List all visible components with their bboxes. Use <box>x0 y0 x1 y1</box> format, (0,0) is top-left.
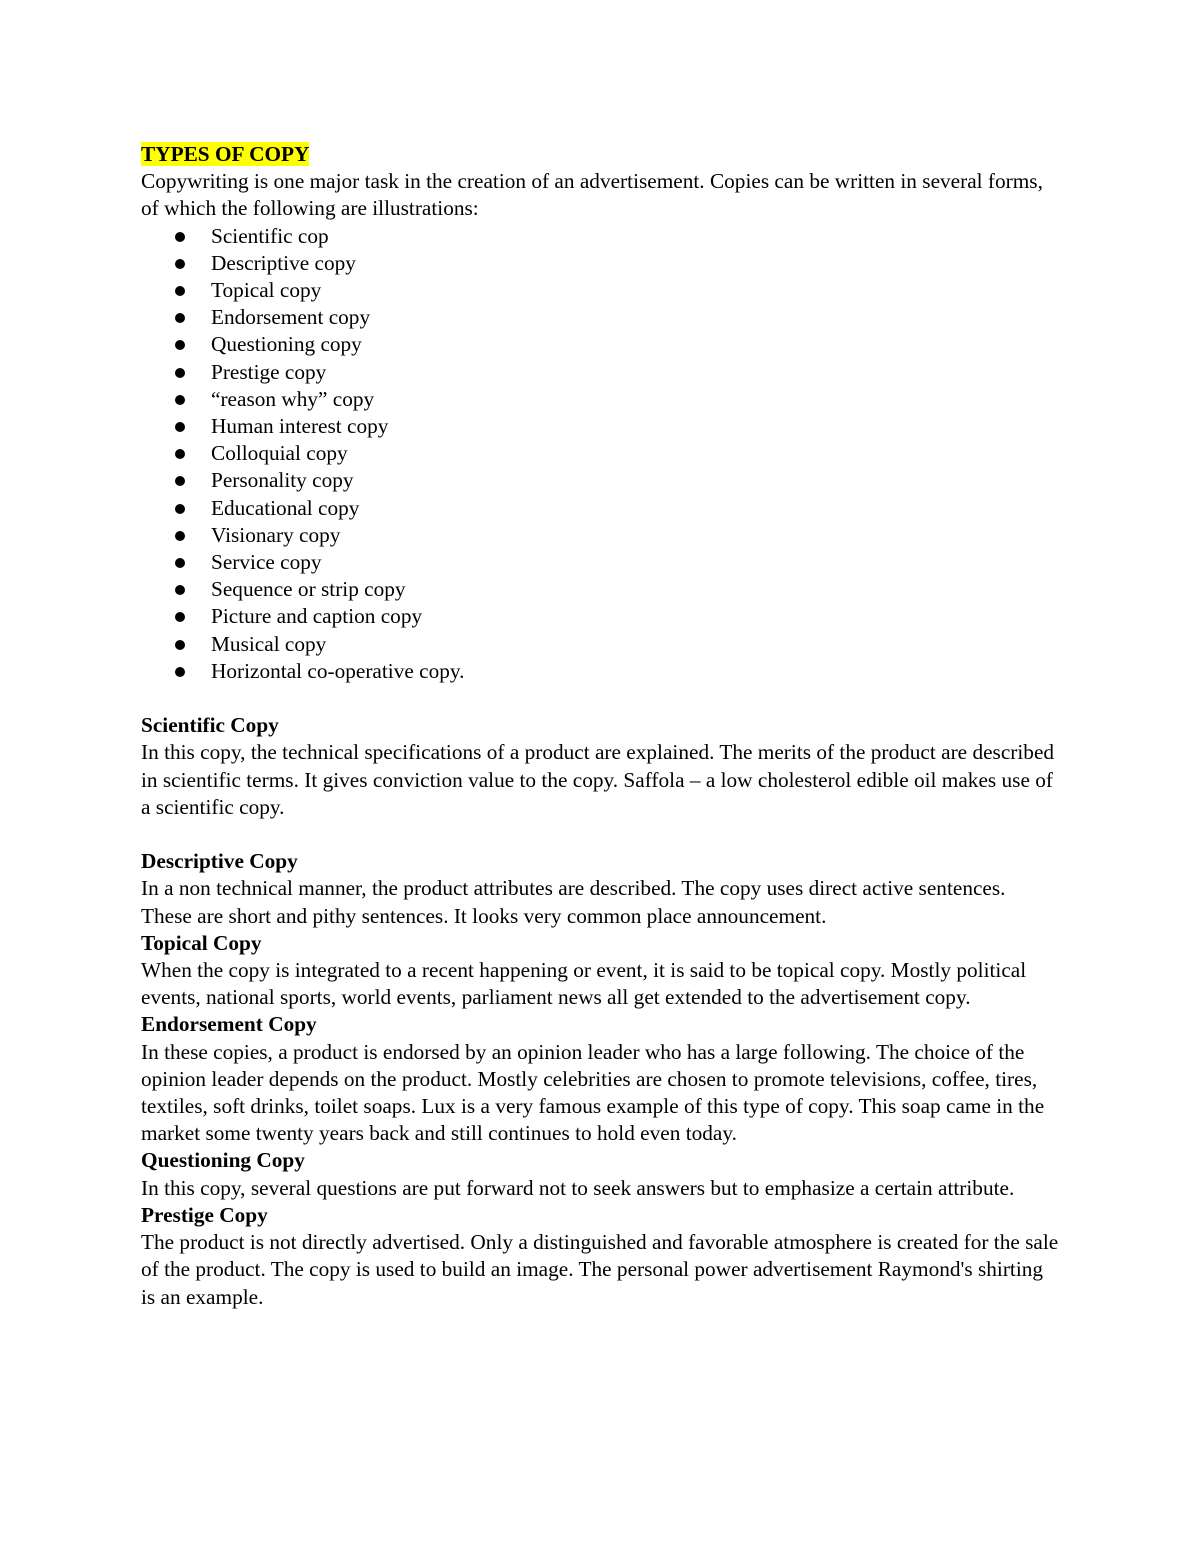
list-item <box>141 277 1061 304</box>
bullet-icon <box>175 667 185 677</box>
section-body-topical: When the copy is integrated to a recent happening or event, it is said to be topical copy. Mostly political events, national sports, world events, parliament news all get extended to the advertisement copy. <box>141 958 1027 1010</box>
list-item <box>141 304 1061 331</box>
bullet-icon <box>175 313 185 323</box>
list-item <box>141 603 1061 630</box>
section-body-scientific: In this copy, the technical specifications of a product are explained. The merits of the product are described in scientific terms. It gives conviction value to the copy. Saffola – a low cholesterol edible oil makes use of a scientific copy. <box>141 740 1055 819</box>
section-body-descriptive: In a non technical manner, the product attributes are described. The copy uses direct active sentences. These are short and pithy sentences. It looks very common place announcement. <box>141 876 1006 928</box>
document-page <box>141 141 1061 1311</box>
section-heading-topical: Topical Copy <box>141 930 262 955</box>
list-item-text: Picture and caption copy <box>211 604 423 629</box>
section-heading-scientific: Scientific Copy <box>141 713 279 738</box>
list-item <box>141 250 1061 277</box>
list-item <box>141 576 1061 603</box>
list-item-text: Colloquial copy <box>211 441 348 466</box>
list-item <box>141 631 1061 658</box>
list-item <box>141 359 1061 386</box>
section-body-prestige: The product is not directly advertised. Only a distinguished and favorable atmosphere is created for the sale of the product. The copy is used to build an image. The personal power advertisement Raymond's shirting is an example. <box>141 1230 1059 1309</box>
list-item-text: Educational copy <box>211 495 360 520</box>
list-item-text: Human interest copy <box>211 414 389 439</box>
spacer <box>141 821 1061 848</box>
list-item-text: Descriptive copy <box>211 250 356 275</box>
list-item-text: Topical copy <box>211 278 322 303</box>
bullet-icon <box>175 340 185 350</box>
section-heading-endorsement: Endorsement Copy <box>141 1012 317 1037</box>
bullet-icon <box>175 558 185 568</box>
list-item-text: Horizontal co-operative copy. <box>211 658 465 683</box>
list-item <box>141 223 1061 250</box>
document-title: TYPES OF COPY <box>141 142 310 166</box>
section-heading-descriptive: Descriptive Copy <box>141 849 298 874</box>
bullet-icon <box>175 232 185 242</box>
list-item-text: Personality copy <box>211 468 354 493</box>
list-item-text: Musical copy <box>211 631 327 656</box>
list-item <box>141 522 1061 549</box>
list-item-text: Questioning copy <box>211 332 362 357</box>
list-item-text: Scientific cop <box>211 223 329 248</box>
copy-types-list <box>141 223 1061 685</box>
bullet-icon <box>175 259 185 269</box>
bullet-icon <box>175 449 185 459</box>
list-item-text: Endorsement copy <box>211 305 371 330</box>
section-body-endorsement: In these copies, a product is endorsed by an opinion leader who has a large following. The choice of the opinion leader depends on the product. Mostly celebrities are chosen to promote televisions, coffee, tires, textiles, soft drinks, toilet soaps. Lux is a very famous example of this type of copy. This soap came in the market some twenty years back and still continues to hold even today. <box>141 1039 1045 1146</box>
bullet-icon <box>175 286 185 296</box>
list-item <box>141 549 1061 576</box>
section-body-questioning: In this copy, several questions are put forward not to seek answers but to emphasize a certain attribute. <box>141 1175 1015 1200</box>
bullet-icon <box>175 531 185 541</box>
bullet-icon <box>175 476 185 486</box>
list-item-text: Prestige copy <box>211 359 327 384</box>
list-item <box>141 658 1061 685</box>
section-heading-prestige: Prestige Copy <box>141 1202 268 1227</box>
intro-paragraph: Copywriting is one major task in the creation of an advertisement. Copies can be written in several forms, of which the following are illustrations: <box>141 169 1043 221</box>
bullet-icon <box>175 640 185 650</box>
list-item <box>141 386 1061 413</box>
bullet-icon <box>175 395 185 405</box>
list-item-text: “reason why” copy <box>211 386 375 411</box>
list-item <box>141 331 1061 358</box>
bullet-icon <box>175 368 185 378</box>
bullet-icon <box>175 422 185 432</box>
list-item-text: Visionary copy <box>211 522 341 547</box>
list-item <box>141 467 1061 494</box>
bullet-icon <box>175 585 185 595</box>
spacer <box>141 685 1061 712</box>
list-item <box>141 413 1061 440</box>
document-title-line <box>141 141 1061 168</box>
list-item-text: Sequence or strip copy <box>211 577 406 602</box>
list-item <box>141 440 1061 467</box>
bullet-icon <box>175 612 185 622</box>
list-item-text: Service copy <box>211 550 322 575</box>
bullet-icon <box>175 504 185 514</box>
list-item <box>141 495 1061 522</box>
section-heading-questioning: Questioning Copy <box>141 1148 305 1173</box>
